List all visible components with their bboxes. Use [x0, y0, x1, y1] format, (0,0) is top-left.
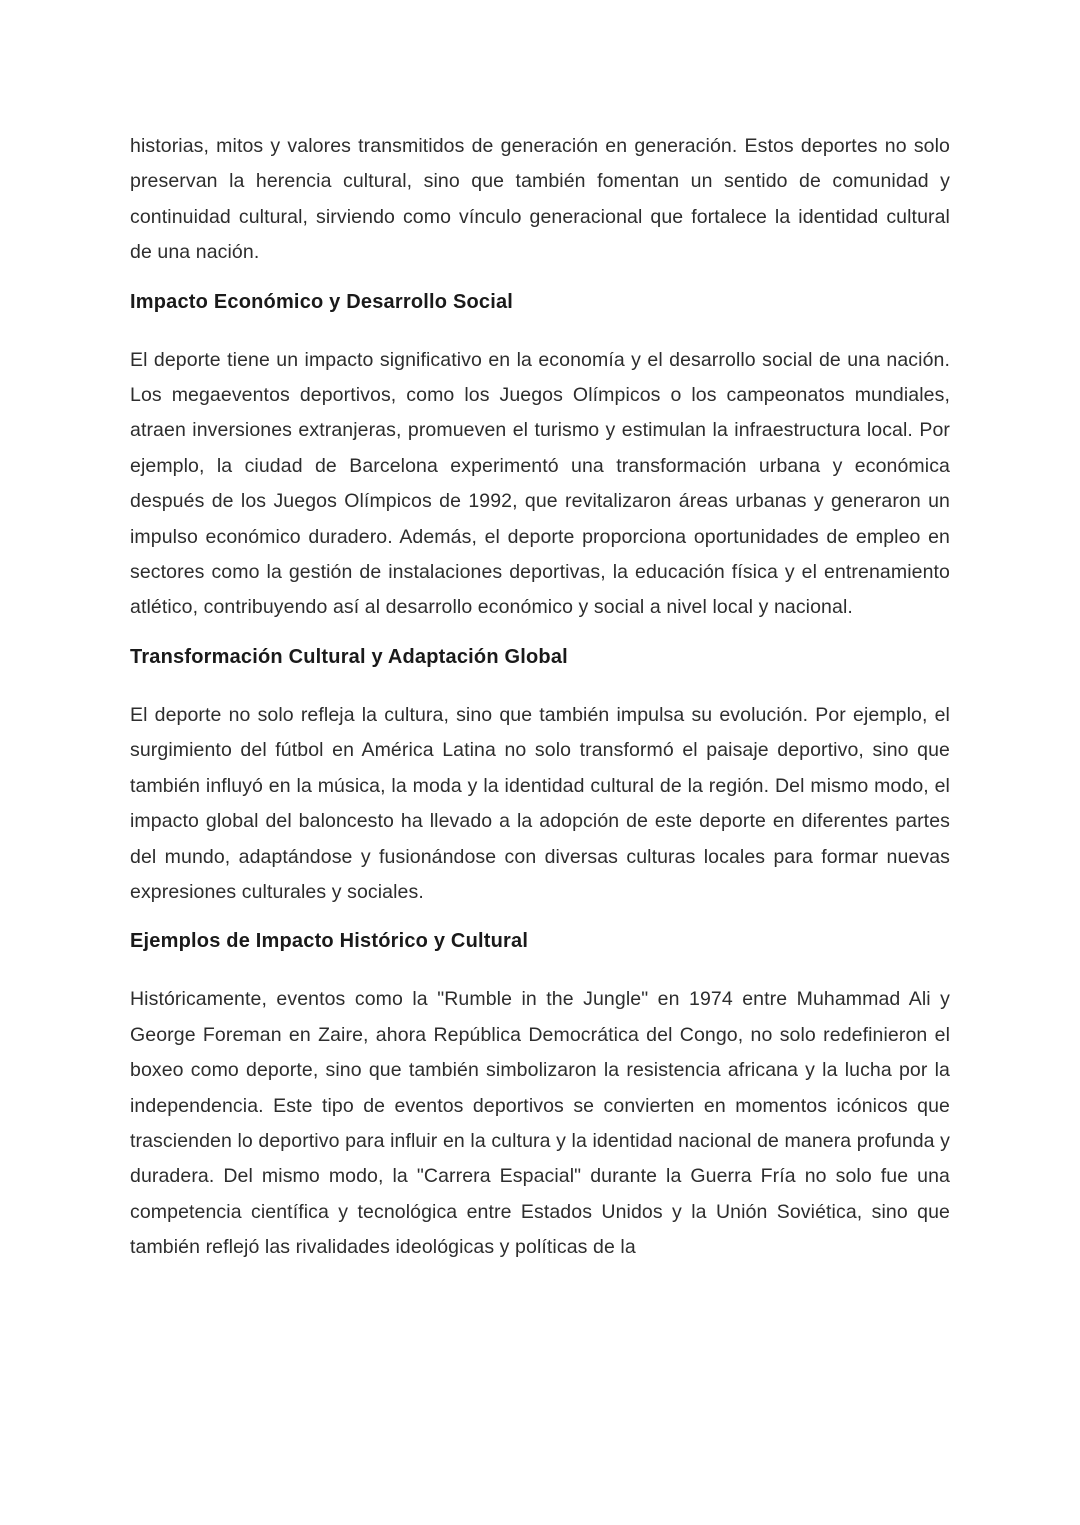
- body-paragraph: El deporte no solo refleja la cultura, sino que también impulsa su evolución. Por ejemplo, el surgimiento del fútbol en América Latina no solo transformó el paisaje deportivo, sino que también influyó en la música, la moda y la identidad cultural de la región. Del mismo modo, el impacto global del baloncesto ha llevado a la adopción de este deporte en diferentes partes del mundo, adaptándose y fusionándose con diversas culturas locales para formar nuevas expresiones culturales y sociales.: [130, 703, 950, 903]
- section-heading: Impacto Económico y Desarrollo Social: [130, 290, 514, 313]
- body-paragraph: El deporte tiene un impacto significativo en la economía y el desarrollo social de una nación. Los megaeventos deportivos, como los Juegos Olímpicos o los campeonatos mundiales, atraen inversiones extranjeras, promueven el turismo y estimulan la infraestructura local. Por ejemplo, la ciudad de Barcelona experimentó una transformación urbana y económica después de los Juegos Olímpicos de 1992, que revitalizaron áreas urbanas y generaron un impulso económico duradero. Además, el deporte proporciona oportunidades de empleo en sectores como la gestión de instalaciones deportivas, la educación física y el entrenamiento atlético, contribuyendo así al desarrollo económico y social a nivel local y nacional.: [130, 348, 950, 619]
- section-heading: Ejemplos de Impacto Histórico y Cultural: [130, 930, 529, 953]
- body-paragraph: historias, mitos y valores transmitidos de generación en generación. Estos deportes no solo preservan la herencia cultural, sino que también fomentan un sentido de comunidad y continuidad cultural, sirviendo como vínculo generacional que fortalece la identidad cultural de una nación.: [130, 135, 950, 264]
- document-body: [130, 129, 950, 1266]
- section-heading: Transformación Cultural y Adaptación Global: [130, 645, 568, 668]
- body-paragraph: Históricamente, eventos como la "Rumble in the Jungle" en 1974 entre Muhammad Ali y George Foreman en Zaire, ahora República Democrática del Congo, no solo redefinieron el boxeo como deporte, sino que también simbolizaron la resistencia africana y la lucha por la independencia. Este tipo de eventos deportivos se convierten en momentos icónicos que trascienden lo deportivo para influir en la cultura y la identidad nacional de manera profunda y duradera. Del mismo modo, la "Carrera Espacial" durante la Guerra Fría no solo fue una competencia científica y tecnológica entre Estados Unidos y la Unión Soviética, sino que también reflejó las rivalidades ideológicas y políticas de la: [130, 988, 950, 1259]
